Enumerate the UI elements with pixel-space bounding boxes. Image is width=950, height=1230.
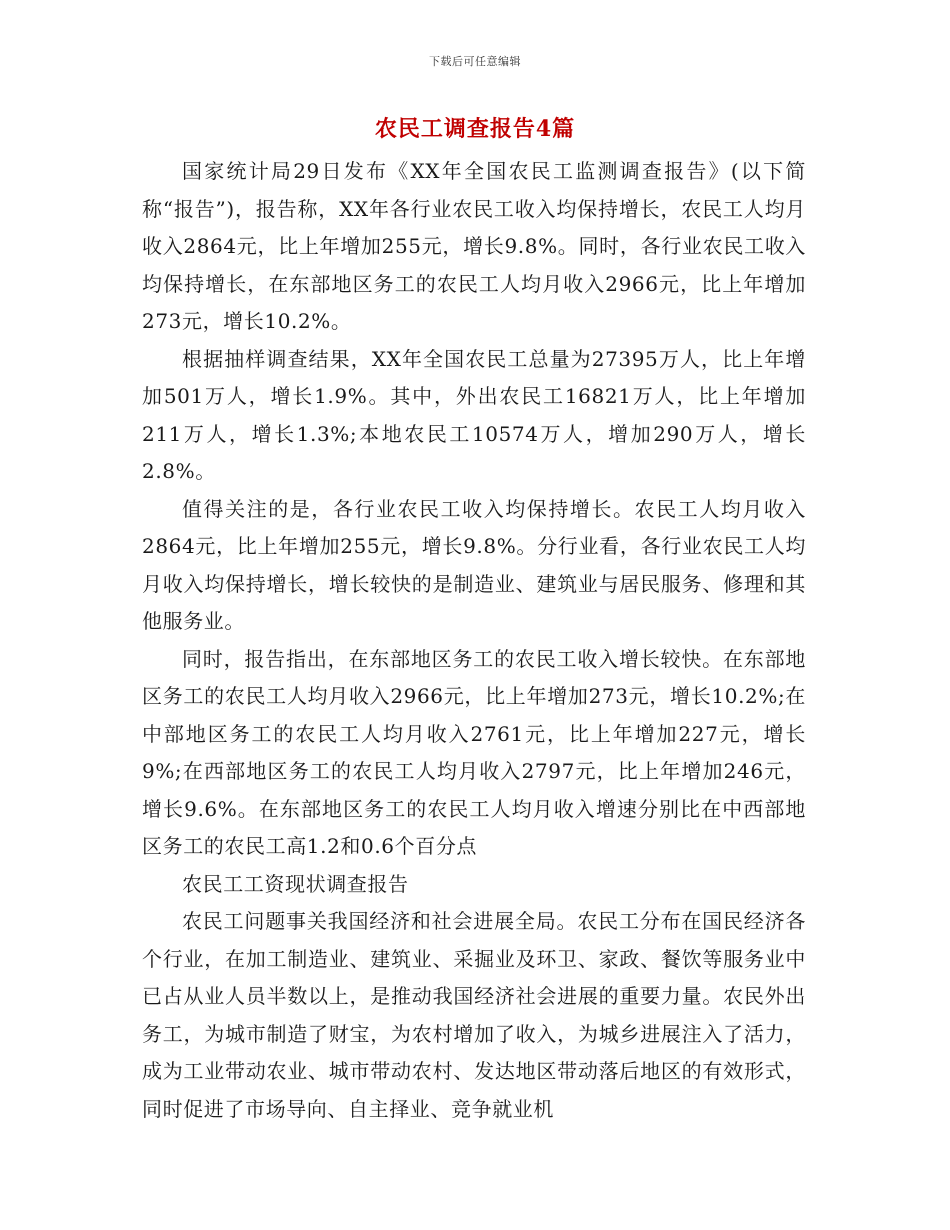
paragraph: 同时，报告指出，在东部地区务工的农民工收入增长较快。在东部地区务工的农民工人均月收入2966元，比上年增加273元，增长10.2%;在中部地区务工的农民工人均月收入2761元，比上年增加227元，增长9%;在西部地区务工的农民工人均月收入2797元，比上年增加246元，增长9.6%。在东部地区务工的农民工人均月收入增速分别比在中西部地区务工的农民工高1.2和0.6个百分点 bbox=[142, 646, 806, 858]
section-heading: 农民工工资现状调查报告 bbox=[182, 871, 409, 896]
paragraph: 根据抽样调查结果，XX年全国农民工总量为27395万人，比上年增加501万人，增长1.9%。其中，外出农民工16821万人，比上年增加211万人，增长1.3%;本地农民工10574万人，增加290万人，增长2.8%。 bbox=[142, 346, 806, 483]
document-title: 农民工调查报告4篇 bbox=[374, 116, 576, 142]
document-body bbox=[142, 153, 806, 1128]
paragraph: 农民工问题事关我国经济和社会进展全局。农民工分布在国民经济各个行业，在加工制造业、建筑业、采掘业及环卫、家政、餐饮等服务业中已占从业人员半数以上，是推动我国经济社会进展的重要力量。农民外出务工，为城市制造了财宝，为农村增加了收入，为城乡进展注入了活力，成为工业带动农业、城市带动农村、发达地区带动落后地区的有效形式，同时促进了市场导向、自主择业、竞争就业机 bbox=[142, 909, 806, 1121]
paragraph: 值得关注的是，各行业农民工收入均保持增长。农民工人均月收入2864元，比上年增加255元，增长9.8%。分行业看，各行业农民工人均月收入均保持增长，增长较快的是制造业、建筑业与居民服务、修理和其他服务业。 bbox=[142, 496, 806, 633]
paragraph: 国家统计局29日发布《XX年全国农民工监测调查报告》(以下简称“报告”)，报告称，XX年各行业农民工收入均保持增长，农民工人均月收入2864元，比上年增加255元，增长9.8%。同时，各行业农民工收入均保持增长，在东部地区务工的农民工人均月收入2966元，比上年增加273元，增长10.2%。 bbox=[142, 159, 806, 333]
page-header: 下载后可任意编辑 bbox=[429, 55, 521, 68]
